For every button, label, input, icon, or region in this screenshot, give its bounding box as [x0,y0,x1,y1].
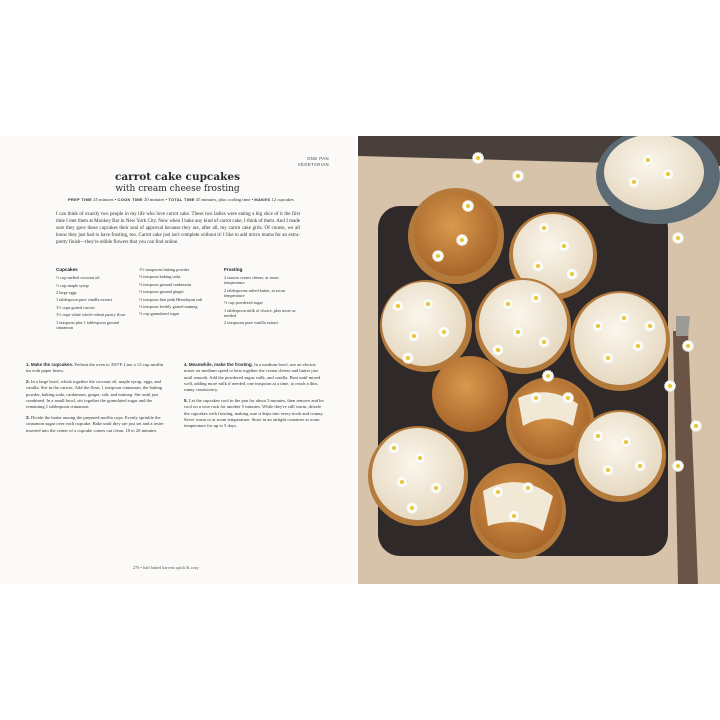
ingredients-frosting [224,267,300,328]
step-lead: Meanwhile, make the frosting. [188,362,253,367]
ingredients-cupcakes [56,267,128,332]
ingredient-item: 1½ cups white whole-wheat pastry flour [56,312,126,318]
method-step-4: 4. Meanwhile, make the frosting. In a medium bowl, use an electric mixer on medium speed to beat together the cream cheese and butter just until smooth. Add the powdered sugar, milk, and vanilla. Beat until mixed well, adding more milk if needed, one teaspoon at a time, to reach a thin, runny consistency. [184,362,321,393]
cupcake [470,463,566,559]
step-lead: Make the cupcakes. [30,362,74,367]
recipe-tags [298,156,329,168]
cupcake-photo [358,136,720,584]
ingredient-item: ½ teaspoon baking soda [139,274,181,280]
ingredient-item: 1 tablespoon pure vanilla extract [56,297,113,303]
cupcake [432,356,508,432]
recipe-subtitle: with cream cheese frosting [115,184,240,194]
ingredient-item: 2 tablespoons salted butter, at room temperature [224,287,285,298]
cupcake [408,188,504,284]
ingredients-heading-cupcakes: Cupcakes [56,267,78,272]
cook-time-label: COOK TIME [117,197,143,202]
ingredient-list [56,275,128,330]
ingredient-item: ½ cup granulated sugar [139,311,180,317]
method-step-1: 1. Make the cupcakes. Preheat the oven to 350°F. Line a 12-cup muffin tin with paper liners. [26,362,164,374]
ingredients-heading-frosting: Frosting [224,267,243,272]
ingredient-item: 1 teaspoon plus 1 tablespoon ground cinnamon [56,319,119,330]
ingredient-item: 1½ teaspoons baking powder [139,267,190,272]
method-step-2: 2. In a large bowl, whisk together the coconut oil, maple syrup, eggs, and vanilla. Stir in the carrots. Add the flour, 1 teaspoon cinnamon, the baking powder, baking soda, cardamom, ginger, salt, and nutmeg. Stir until just combined. In a small bowl, stir together the granulated sugar and the remaining 1 tablespoon cinnamon. [26,379,163,410]
ingredient-item: ½ teaspoon ground ginger [139,289,184,295]
ingredient-item: ½ teaspoon ground cardamom [139,281,192,287]
ingredient-item: 1½ cups grated carrots [56,304,95,310]
recipe-page [0,136,355,584]
ingredient-item: ½ cup powdered sugar [224,300,263,306]
recipe-times: PREP TIME 25 minutes • COOK TIME 20 minutes • TOTAL TIME 45 minutes, plus cooling time • MAKES 12 cupcakes [67,197,295,202]
method-step-3: 3. Divide the batter among the prepared muffin cups. Evenly sprinkle the cinnamon sugar over each cupcake. Bake until they are just set and a tester inserted into the center of a cupcake comes out clean, 18 to 20 minutes. [26,415,164,433]
ingredients-cupcakes-continued [139,267,213,319]
ingredient-list [224,275,300,325]
ingredient-item: 1 tablespoon milk of choice, plus more as needed [224,307,296,318]
prep-time-value: 25 minutes [93,197,114,202]
total-time-label: TOTAL TIME [168,197,195,202]
ingredient-item: ⅓ cup melted coconut oil [56,275,100,281]
cupcake [368,426,468,526]
total-time-value: 45 minutes, plus cooling time [195,197,251,202]
ingredient-item: 2 large eggs [56,289,77,295]
ingredient-item: ½ teaspoon freshly grated nutmeg [139,303,198,309]
cupcake [574,410,666,502]
ingredient-item: 2 teaspoons pure vanilla extract [224,320,279,326]
cupcake [570,291,670,391]
ingredient-item: 2 ounces cream cheese, at room temperature [224,275,279,286]
makes-label: MAKES [254,197,271,202]
ingredient-list [139,267,213,317]
tag-vegetarian: VEGETARIAN [297,162,329,167]
recipe-intro: I can think of exactly two people in my life who love carrot cake. These two ladies were eating a big slice of it the first time I met them at Monkey Bar in New York City. Now when I bake any kind of carrot cake, I think of them. And I made sure they gave these cupcakes their seal of approval because they are, after all, my carrot cake girls. Of course, we all know they just had to have frosting, too. Carrot cake just isn't complete without it! I like to add micro mums for an extra-pretty finish—they're edible flowers that you can find online. [56,212,300,245]
ingredient-item: ⅓ cup maple syrup [56,282,89,288]
cupcake [475,278,571,374]
cupcake-illustration [358,136,720,584]
recipe-title: carrot cake cupcakes [114,171,240,183]
method-steps-right [184,362,324,434]
prep-time-label: PREP TIME [67,197,93,202]
ingredient-item: ½ teaspoon fine pink Himalayan salt [139,296,203,302]
makes-value: 12 cupcakes [271,197,295,202]
page-footer: 276 • half baked harvest quick & cozy [133,565,199,570]
cook-time-value: 20 minutes [144,197,165,202]
method-steps-left [26,362,166,438]
method-step-5: 5. Let the cupcakes cool in the pan for about 5 minutes, then remove and let cool on a wire rack for another 5 minutes. While they're still warm, drizzle the cupcakes with frosting, making sure it drips into every nook and cranny. Serve warm or at room temperature. Store in an airtight container at room temperature for up to 5 days. [184,397,324,429]
tag-one-pan: ONE PAN [307,156,329,161]
